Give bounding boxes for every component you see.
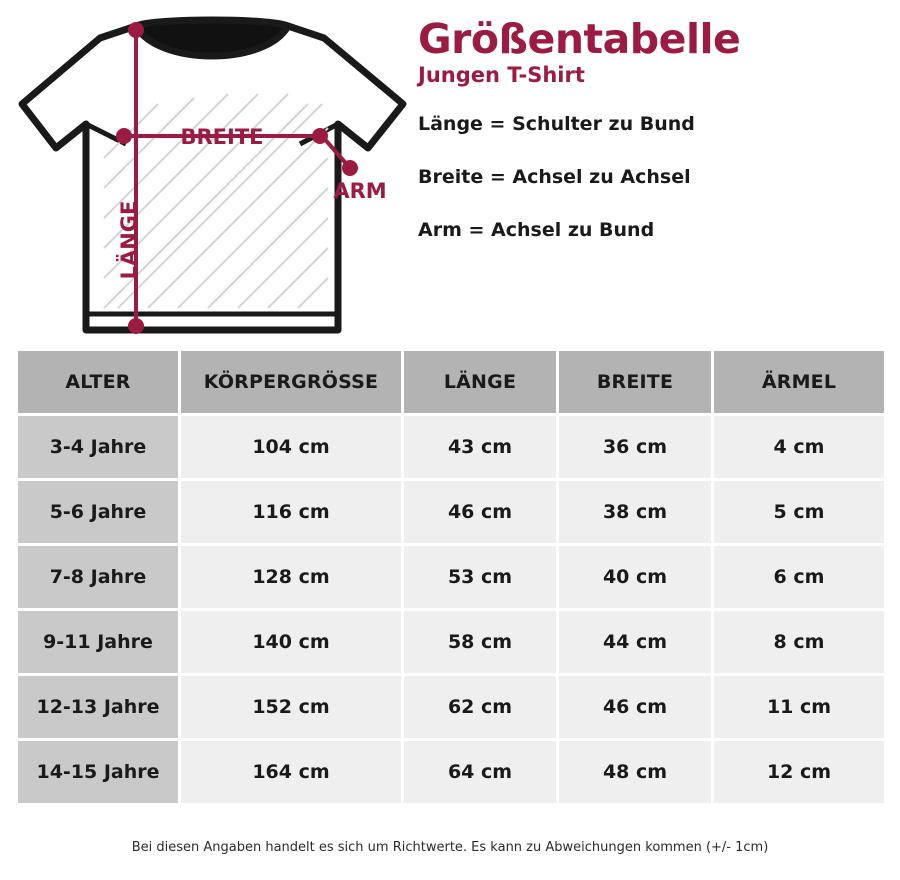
label-laenge: LÄNGE bbox=[117, 200, 141, 280]
cell-aermel: 6 cm bbox=[714, 546, 884, 608]
cell-laenge: 58 cm bbox=[404, 611, 556, 673]
column-header-alter: ALTER bbox=[18, 351, 178, 413]
header-section bbox=[0, 0, 900, 340]
column-header-laenge: LÄNGE bbox=[404, 351, 556, 413]
cell-aermel: 8 cm bbox=[714, 611, 884, 673]
table-row bbox=[18, 481, 884, 543]
cell-aermel: 5 cm bbox=[714, 481, 884, 543]
cell-breite: 48 cm bbox=[559, 741, 711, 803]
cell-breite: 44 cm bbox=[559, 611, 711, 673]
cell-laenge: 43 cm bbox=[404, 416, 556, 478]
cell-laenge: 62 cm bbox=[404, 676, 556, 738]
page-subtitle: Jungen T-Shirt bbox=[418, 63, 585, 88]
cell-aermel: 4 cm bbox=[714, 416, 884, 478]
cell-alter: 3-4 Jahre bbox=[18, 416, 178, 478]
table-row bbox=[18, 611, 884, 673]
legend-breite: Breite = Achsel zu Achsel bbox=[418, 166, 691, 189]
cell-aermel: 12 cm bbox=[714, 741, 884, 803]
cell-koerpergroesse: 152 cm bbox=[181, 676, 401, 738]
cell-koerpergroesse: 116 cm bbox=[181, 481, 401, 543]
column-header-breite: BREITE bbox=[559, 351, 711, 413]
table-row bbox=[18, 676, 884, 738]
cell-alter: 9-11 Jahre bbox=[18, 611, 178, 673]
cell-breite: 38 cm bbox=[559, 481, 711, 543]
label-arm: ARM bbox=[333, 179, 387, 203]
table-header-row bbox=[18, 351, 884, 413]
cell-alter: 12-13 Jahre bbox=[18, 676, 178, 738]
cell-koerpergroesse: 140 cm bbox=[181, 611, 401, 673]
cell-laenge: 46 cm bbox=[404, 481, 556, 543]
cell-alter: 14-15 Jahre bbox=[18, 741, 178, 803]
cell-laenge: 64 cm bbox=[404, 741, 556, 803]
page-title: Größentabelle bbox=[418, 15, 741, 63]
legend-arm: Arm = Achsel zu Bund bbox=[418, 219, 655, 242]
label-breite: BREITE bbox=[180, 125, 264, 149]
table-row bbox=[18, 416, 884, 478]
info-block bbox=[418, 15, 888, 272]
cell-koerpergroesse: 128 cm bbox=[181, 546, 401, 608]
column-header-aermel: ÄRMEL bbox=[714, 351, 884, 413]
cell-breite: 36 cm bbox=[559, 416, 711, 478]
table-row bbox=[18, 546, 884, 608]
tshirt-outline bbox=[22, 20, 403, 330]
cell-alter: 7-8 Jahre bbox=[18, 546, 178, 608]
cell-koerpergroesse: 164 cm bbox=[181, 741, 401, 803]
legend-laenge: Länge = Schulter zu Bund bbox=[418, 113, 695, 136]
table-row bbox=[18, 741, 884, 803]
cell-laenge: 53 cm bbox=[404, 546, 556, 608]
column-header-koerpergroesse: KÖRPERGRÖSSE bbox=[181, 351, 401, 413]
cell-koerpergroesse: 104 cm bbox=[181, 416, 401, 478]
cell-aermel: 11 cm bbox=[714, 676, 884, 738]
size-table bbox=[15, 348, 887, 806]
cell-alter: 5-6 Jahre bbox=[18, 481, 178, 543]
cell-breite: 46 cm bbox=[559, 676, 711, 738]
cell-breite: 40 cm bbox=[559, 546, 711, 608]
tshirt-diagram bbox=[8, 8, 408, 338]
footnote: Bei diesen Angaben handelt es sich um Richtwerte. Es kann zu Abweichungen kommen (+/- 1cm) bbox=[131, 840, 769, 855]
